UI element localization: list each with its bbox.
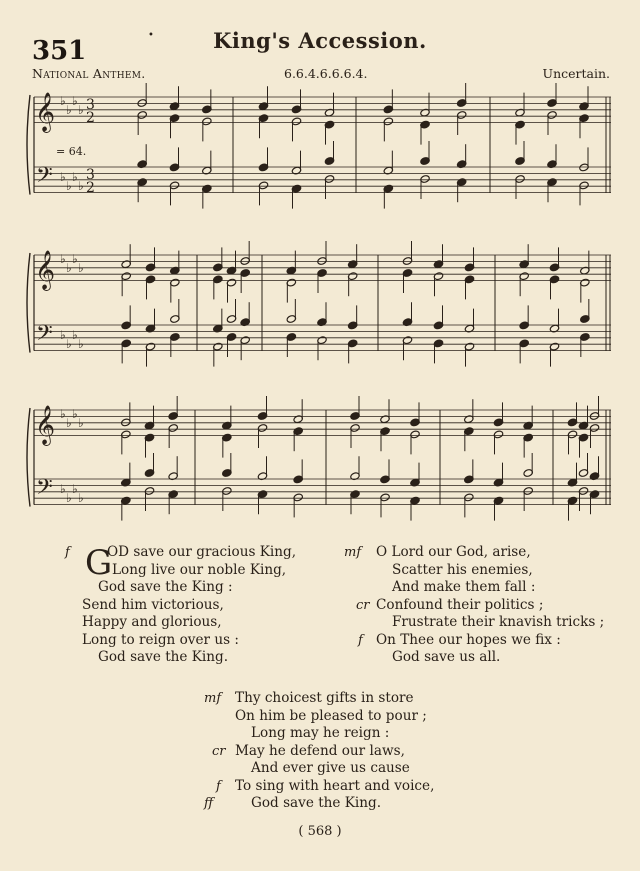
- verse-text: And make them fall :: [392, 579, 536, 595]
- flat-sign: ♭: [66, 261, 72, 275]
- verse-text: Happy and glorious,: [82, 614, 222, 630]
- flat-sign: ♭: [66, 491, 72, 505]
- verse-text: Send him victorious,: [82, 596, 224, 613]
- verse-line: [204, 725, 484, 743]
- verse-line: [344, 614, 634, 632]
- verse-text: Confound their politics ;: [376, 596, 544, 613]
- dynamic-mark: cr: [356, 597, 370, 613]
- verse-text: Frustrate their knavish tricks ;: [392, 614, 605, 630]
- dynamic-mark: f: [358, 632, 363, 648]
- verse-text: God save us all.: [392, 649, 501, 665]
- verse-line: [204, 778, 484, 796]
- verse-text: To sing with heart and voice,: [235, 777, 435, 794]
- flat-sign: ♭: [72, 407, 78, 421]
- verse-line: [60, 614, 320, 632]
- verse-line: [60, 579, 320, 597]
- hymn-number: 351: [32, 36, 87, 66]
- verse-text: God save the King :: [98, 579, 233, 595]
- verse-line: [344, 579, 634, 597]
- flat-sign: ♭: [72, 328, 78, 342]
- dynamic-mark: cr: [212, 743, 226, 759]
- ornament-dot: •: [148, 30, 154, 41]
- verse-line: [204, 795, 484, 813]
- treble-clef: 𝄞: [35, 92, 56, 132]
- system-brace: [27, 95, 30, 195]
- system-brace: [27, 253, 30, 353]
- flat-sign: ♭: [60, 407, 66, 421]
- verse-line: [204, 708, 484, 726]
- dynamic-mark: f: [65, 545, 70, 560]
- flat-sign: ♭: [78, 491, 84, 505]
- hymn-title: King's Accession.: [213, 28, 427, 53]
- flat-sign: ♭: [78, 337, 84, 351]
- time-signature: 3: [86, 167, 95, 183]
- verse-line: [60, 649, 320, 667]
- flat-sign: ♭: [78, 179, 84, 193]
- verse-3: [204, 690, 484, 813]
- flat-sign: ♭: [78, 261, 84, 275]
- tune-name: National Anthem.: [32, 66, 146, 81]
- composer: Uncertain.: [542, 66, 610, 81]
- flat-sign: ♭: [72, 252, 78, 266]
- flat-sign: ♭: [72, 170, 78, 184]
- time-signature: 2: [86, 110, 95, 126]
- verse-line: [60, 544, 320, 562]
- verse-line: [60, 597, 320, 615]
- verse-text: On Thee our hopes we fix :: [376, 631, 561, 648]
- verse-text: Long live our noble King,: [112, 561, 287, 578]
- flat-sign: ♭: [66, 337, 72, 351]
- verse-text: And ever give us cause: [251, 760, 410, 776]
- bass-clef: 𝄢: [36, 163, 53, 193]
- verse-line: [344, 632, 634, 650]
- meter: 6.6.4.6.6.6.4.: [284, 66, 368, 81]
- dynamic-mark: mf: [204, 691, 222, 706]
- tempo-mark: = 64.: [56, 145, 87, 158]
- time-signature: 3: [86, 97, 95, 113]
- verse-line: [344, 649, 634, 667]
- time-signature: 2: [86, 180, 95, 196]
- system-brace: [27, 408, 30, 507]
- treble-clef: 𝄞: [35, 250, 56, 290]
- verse-1: [60, 544, 320, 667]
- verse-line: [204, 743, 484, 761]
- flat-sign: ♭: [66, 103, 72, 117]
- flat-sign: ♭: [66, 416, 72, 430]
- flat-sign: ♭: [66, 179, 72, 193]
- verse-2: [344, 544, 634, 667]
- dynamic-mark: ff: [204, 796, 214, 811]
- verse-line: [204, 760, 484, 778]
- verse-text: Long to reign over us :: [82, 631, 239, 648]
- verse-text: God save the King.: [251, 795, 382, 811]
- verse-text: O Lord our God, arise,: [376, 544, 531, 560]
- dynamic-mark: mf: [344, 545, 362, 560]
- flat-sign: ♭: [78, 103, 84, 117]
- bass-clef: 𝄢: [36, 321, 53, 351]
- page-number: ( 568 ): [298, 824, 342, 839]
- flat-sign: ♭: [72, 482, 78, 496]
- verse-text: God save the King.: [98, 649, 229, 665]
- verse-text: Long may he reign :: [251, 725, 390, 741]
- verse-line: [344, 544, 634, 562]
- flat-sign: ♭: [60, 482, 66, 496]
- verse-line: [344, 597, 634, 615]
- verse-line: [60, 562, 320, 580]
- treble-clef: 𝄞: [35, 405, 56, 445]
- verse-text: On him be pleased to pour ;: [235, 707, 427, 724]
- flat-sign: ♭: [60, 94, 66, 108]
- dynamic-mark: f: [216, 778, 221, 794]
- flat-sign: ♭: [60, 170, 66, 184]
- verse-text: Thy choicest gifts in store: [235, 690, 414, 706]
- flat-sign: ♭: [72, 94, 78, 108]
- flat-sign: ♭: [78, 416, 84, 430]
- verse-text: May he defend our laws,: [235, 742, 405, 759]
- flat-sign: ♭: [60, 252, 66, 266]
- verse-text: Scatter his enemies,: [392, 561, 533, 578]
- verse-line: [344, 562, 634, 580]
- drop-cap: G: [85, 543, 113, 583]
- verse-line: [60, 632, 320, 650]
- verse-line: [204, 690, 484, 708]
- flat-sign: ♭: [60, 328, 66, 342]
- verse-text: OD save our gracious King,: [107, 544, 297, 560]
- bass-clef: 𝄢: [36, 475, 53, 505]
